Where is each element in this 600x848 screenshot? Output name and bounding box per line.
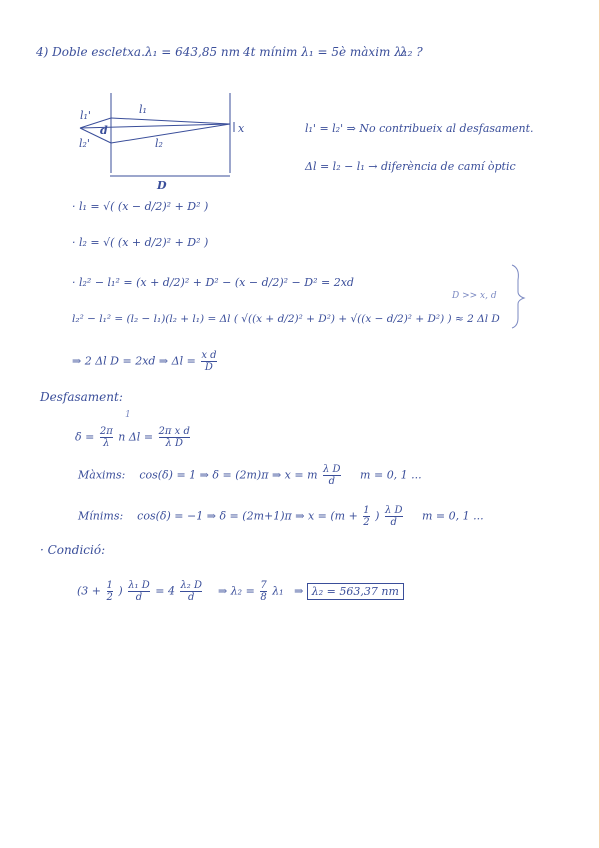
minims-row	[78, 505, 484, 528]
note-path-equal: l₁' = l₂' ⇒ No contribueix al desfasament.	[305, 122, 534, 135]
diagram-l1: l₁	[139, 103, 147, 116]
minims-m-values: m = 0, 1 ...	[422, 509, 484, 523]
equation-l1: · l₁ = √( (x − d/2)² + D² )	[72, 200, 209, 213]
diagram-d: d	[100, 124, 108, 137]
diagram-x: x	[238, 122, 245, 135]
condicio-ratio	[260, 580, 266, 603]
minims-fraction	[385, 505, 403, 528]
condicio-ratio-den: 8	[260, 592, 267, 603]
maxims-frac-den: d	[328, 476, 335, 487]
condicio-mid: = 4	[155, 584, 175, 598]
maxims-fraction	[323, 464, 341, 487]
maxims-m-values: m = 0, 1 ...	[360, 468, 422, 482]
question: λ₂ ?	[400, 45, 423, 59]
maxims-equation: cos(δ) = 1 ⇒ δ = (2m)π ⇒ x = m	[139, 468, 318, 482]
problem-title: 4) Doble escletxa.	[36, 45, 145, 59]
condicio-frac1-den: d	[135, 592, 143, 603]
section-desfasament-title: Desfasament:	[40, 390, 123, 404]
condicio-half	[107, 580, 113, 603]
path-difference-fraction	[201, 350, 216, 373]
condicio-lambda1: λ₁	[272, 584, 284, 598]
equation-factorized: l₂² − l₁² = (l₂ − l₁)(l₂ + l₁) = Δl ( √((x + d/2)² + D²) + √((x − d/2)² + D²) ) ≈ 2 Δl D	[72, 313, 500, 325]
path-difference-lhs: ⇒ 2 Δl D = 2xd ⇒ Δl =	[72, 354, 196, 368]
condicio-half-num: 1	[106, 580, 113, 591]
equation-l2: · l₂ = √( (x + d/2)² + D² )	[72, 236, 209, 249]
approximation-note: D >> x, d	[452, 291, 497, 301]
lambda1-given: λ₁ = 643,85 nm	[145, 45, 241, 59]
condicio-open: (3 +	[77, 584, 102, 598]
phase-lhs: δ =	[75, 430, 95, 444]
phase-frac1-den: λ	[103, 438, 110, 449]
minims-frac-den: d	[390, 517, 397, 528]
condicio-close: )	[118, 584, 123, 598]
diagram-D: D	[157, 179, 167, 192]
phase-frac2-num: 2π x d	[158, 426, 190, 437]
path-difference-num: x d	[201, 350, 217, 361]
path-difference-den: D	[204, 362, 213, 373]
minims-half	[363, 505, 369, 528]
maxims-label: Màxims:	[78, 468, 126, 482]
refractive-index-note: 1	[125, 410, 131, 420]
phase-frac2-den: λ D	[165, 438, 183, 449]
diagram-l2: l₂	[155, 137, 163, 150]
minims-half-num: 1	[363, 505, 370, 516]
minims-label: Mínims:	[78, 509, 124, 523]
minims-equation: cos(δ) = −1 ⇒ δ = (2m+1)π ⇒ x = (m +	[137, 509, 358, 523]
phase-frac1-num: 2π	[99, 426, 113, 437]
phase-fraction-1	[100, 426, 113, 449]
minims-frac-num: λ D	[384, 505, 403, 516]
condicio-frac2	[180, 580, 202, 603]
condicio-ratio-num: 7	[260, 580, 267, 591]
phase-fraction-2	[159, 426, 190, 449]
minims-close: )	[375, 509, 380, 523]
equation-path-difference	[72, 350, 219, 373]
phase-mid: n Δl =	[118, 430, 154, 444]
condition-statement: 4t mínim λ₁ = 5è màxim λ₂	[243, 45, 407, 59]
note-optical-path: Δl = l₂ − l₁ → diferència de camí òptic	[305, 160, 516, 173]
minims-half-den: 2	[363, 517, 370, 528]
condicio-half-den: 2	[106, 592, 113, 603]
condicio-frac2-den: d	[188, 592, 195, 603]
phase-equation	[75, 426, 192, 449]
equation-difference-squares: · l₂² − l₁² = (x + d/2)² + D² − (x − d/2)² − D² = 2xd	[72, 276, 354, 289]
condicio-frac2-num: λ₂ D	[180, 580, 202, 591]
diagram-l1-prime: l₁'	[80, 109, 91, 122]
maxims-frac-num: λ D	[323, 464, 341, 475]
condicio-arrow2: ⇒	[294, 584, 304, 598]
condicio-equation	[77, 580, 404, 603]
section-condicio-title: · Condició:	[40, 543, 106, 557]
condicio-frac1-num: λ₁ D	[128, 580, 150, 591]
final-result: λ₂ = 563,37 nm	[307, 583, 404, 600]
condicio-arrow1: ⇒ λ₂ =	[218, 584, 255, 598]
maxims-row	[78, 464, 422, 487]
condicio-frac1	[128, 580, 150, 603]
diagram-l2-prime: l₂'	[79, 137, 90, 150]
